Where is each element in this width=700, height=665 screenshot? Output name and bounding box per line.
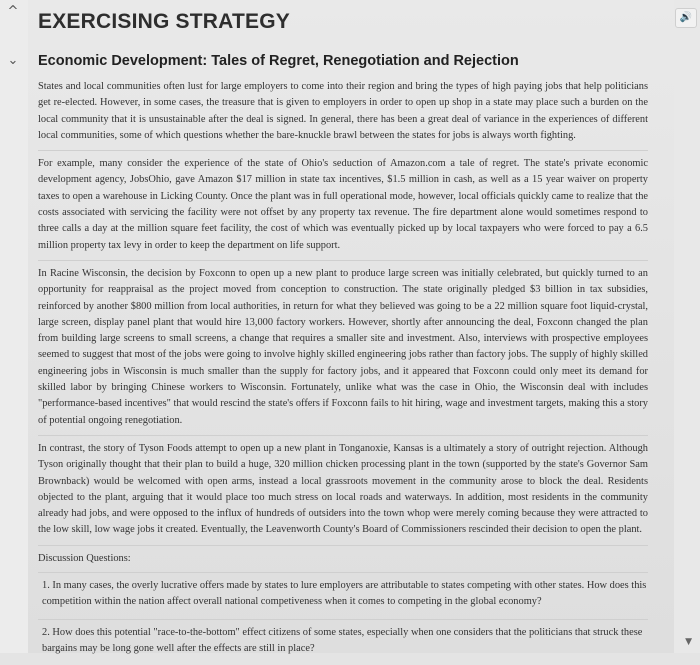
paragraph-kansas: In contrast, the story of Tyson Foods attempt to open up a new plant in Tonganoxie, Kansas is a ultimately a story of outright rejection. Although Tyson originally thought that their plan to build a huge, 320 million chicken processing plant in the town (supported by the state's Governor Sam Brownback) would be welcomed with open arms, instead a local grassroots movement in the community arose to block the deal. Residents objected to the plant, arguing that it would place too much stress on local roads and waterways. In addition, most residents in the community already had jobs, and were opposed to the influx of hundreds of outsiders into the town whop were merely coming because they were attracted to the low skill, low wage jobs it created. Eventually, the Leavenworth County's Board of Commissioners rescinded their decision to open the plant. <box>38 442 648 536</box>
paragraph-ohio: For example, many consider the experience of the state of Ohio's seduction of Amazon.com a tale of regret. The state's private economic development agency, JobsOhio, gave Amazon $17 million in state tax incentives, $1.5 million in cash, as well as a 15 year waiver on property taxes to open a warehouse in Licking County. Once the plant was in full operational mode, however, local officials quickly came to realize that the costs associated with servicing the facility were not offset by any property tax revenue. The fire department alone would sometimes respond to three calls a day at the million square feet facility, the cost of which was eventually picked up by local taxpayers who were forced to pay a 6.5 million property tax levy in order to keep the department on life support. <box>38 158 648 251</box>
chevron-up-icon[interactable]: ^ <box>7 4 19 19</box>
discussion-question-2: 2. How does this potential "race-to-the-bottom" effect citizens of some states, especially when one considers that the politicians that struck these bargains may be long gone well after the effects are still in place? <box>42 626 643 654</box>
paragraph-intro: States and local communities often lust for large employers to come into their region and bring the types of high paying jobs that help politicians get re-elected. However, in some cases, the treasure that is given to employers in order to open up shop in a state may place such a burden on the local community that it is unsustainable after the deal is signed. In general, there has been a great deal of variance in the experiences of different local communities, some of which questions whether the bare-knuckle brawl between the states for jobs is always worth fighting. <box>38 81 648 141</box>
scroll-down-icon[interactable]: ▼ <box>685 637 692 647</box>
divider <box>38 150 648 151</box>
divider <box>38 435 648 436</box>
section-subtitle: Economic Development: Tales of Regret, Renegotiation and Rejection <box>38 53 519 69</box>
divider <box>38 260 648 261</box>
chevron-down-icon[interactable]: ⌄ <box>7 53 19 68</box>
divider <box>38 572 648 573</box>
article-body <box>38 79 648 665</box>
page-title: EXERCISING STRATEGY <box>38 10 290 33</box>
divider <box>38 619 648 620</box>
discussion-heading: Discussion Questions: <box>38 552 131 564</box>
document-page <box>28 0 674 653</box>
paragraph-wisconsin: In Racine Wisconsin, the decision by Foxconn to open up a new plant to produce large screen was initially celebrated, but quickly turned to an opportunity for reappraisal as the project moved from conception to construction. The state originally pledged $3 billion in tax subsidies, reinforced by another $800 million from local authorities, in return for what they believed was going to be a 22 million square foot liquid-crystal, large screen, display panel plant that would hire 13,000 factory workers. However, shortly after announcing the deal, Foxconn changed the plan from building large screens to small screens, a change that requires a smaller site and investment. Also, interviews with prospective employees seemed to suggest that most of the jobs were going to involve highly skilled engineering jobs rather than factory jobs. The supply of highly skilled engineering jobs in Wisconsin is much smaller than the supply for factory jobs, and it appeared that Foxconn could only meet its demand for skilled labor by bringing Chinese workers to Wisconsin. Fortunately, unlike what was the case in Ohio, the Wisconsin deal with includes "performance-based incentives" that would rescind the state's offers if Foxconn fails to hit hiring, wage and investment targets, making this a story of potential ongoing renegotiation. <box>38 267 648 426</box>
right-rail <box>674 0 700 653</box>
speaker-icon[interactable]: 🔊 <box>675 8 697 28</box>
discussion-question-1: 1. In many cases, the overly lucrative offers made by states to lure employers are attributable to states competing with other states. How does this competition within the nation affect overall national competiveness when it comes to competing in the global economy? <box>42 580 647 608</box>
left-navigation-rail <box>0 0 28 653</box>
divider <box>38 545 648 546</box>
